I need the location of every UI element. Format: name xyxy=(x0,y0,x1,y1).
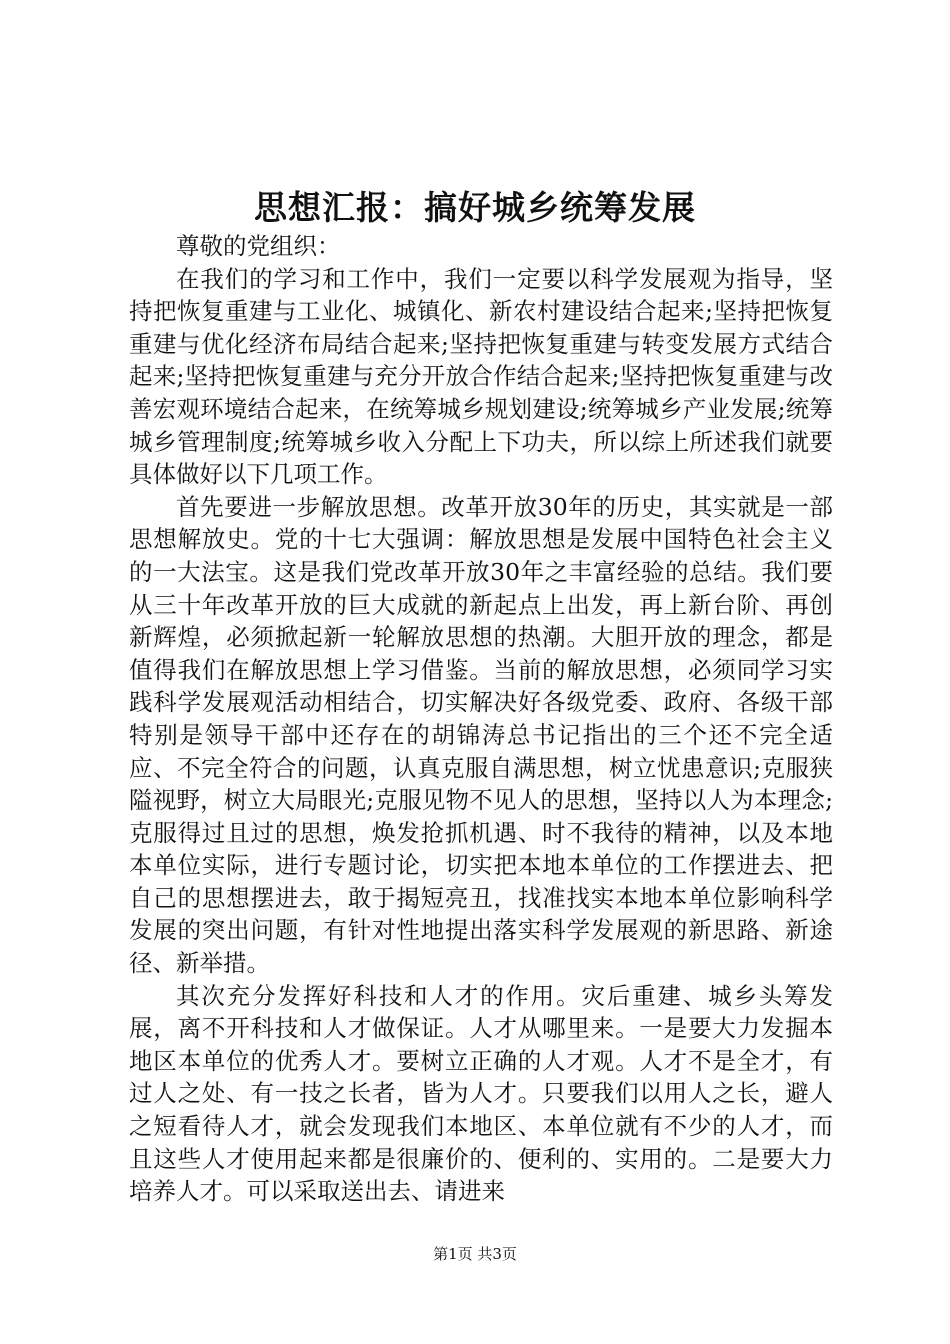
salutation: 尊敬的党组织： xyxy=(176,232,341,260)
page-footer: 第1页 共3页 xyxy=(433,1245,517,1263)
body-paragraph: 其次充分发挥好科技和人才的作用。灾后重建、城乡头筹发展，离不开科技和人才做保证。人才从哪里来。一是要大力发掘本地区本单位的优秀人才。要树立正确的人才观。人才不是全才，有过人之处、有一技之长者，皆为人才。只要我们以用人之长，避人之短看待人才，就会发现我们本地区、本单位就有不少的人才，而且这些人才使用起来都是很廉价的、便利的、实用的。二是要大力培养人才。可以采取送出去、请进来 xyxy=(129,981,833,1206)
body-paragraph: 在我们的学习和工作中，我们一定要以科学发展观为指导，坚持把恢复重建与工业化、城镇化、新农村建设结合起来;坚持把恢复重建与优化经济布局结合起来;坚持把恢复重建与转变发展方式结合起来;坚持把恢复重建与充分开放合作结合起来;坚持把恢复重建与改善宏观环境结合起来，在统筹城乡规划建设;统筹城乡产业发展;统筹城乡管理制度;统筹城乡收入分配上下功夫，所以综上所述我们就要具体做好以下几项工作。 xyxy=(129,264,833,489)
body-paragraph: 首先要进一步解放思想。改革开放30年的历史，其实就是一部思想解放史。党的十七大强调：解放思想是发展中国特色社会主义的一大法宝。这是我们党改革开放30年之丰富经验的总结。我们要从三十年改革开放的巨大成就的新起点上出发，再上新台阶、再创新辉煌，必须掀起新一轮解放思想的热潮。大胆开放的理念，都是值得我们在解放思想上学习借鉴。当前的解放思想，必须同学习实践科学发展观活动相结合，切实解决好各级党委、政府、各级干部特别是领导干部中还存在的胡锦涛总书记指出的三个还不完全适应、不完全符合的问题，认真克服自满思想，树立忧患意识;克服狭隘视野，树立大局眼光;克服见物不见人的思想，坚持以人为本理念;克服得过且过的思想，焕发抢抓机遇、时不我待的精神，以及本地本单位实际，进行专题讨论，切实把本地本单位的工作摆进去、把自己的思想摆进去，敢于揭短亮丑，找准找实本地本单位影响科学发展的突出问题，有针对性地提出落实科学发展观的新思路、新途径、新举措。 xyxy=(129,492,833,978)
document-body xyxy=(129,230,833,1208)
page-title: 思想汇报：搞好城乡统筹发展 xyxy=(254,188,696,227)
